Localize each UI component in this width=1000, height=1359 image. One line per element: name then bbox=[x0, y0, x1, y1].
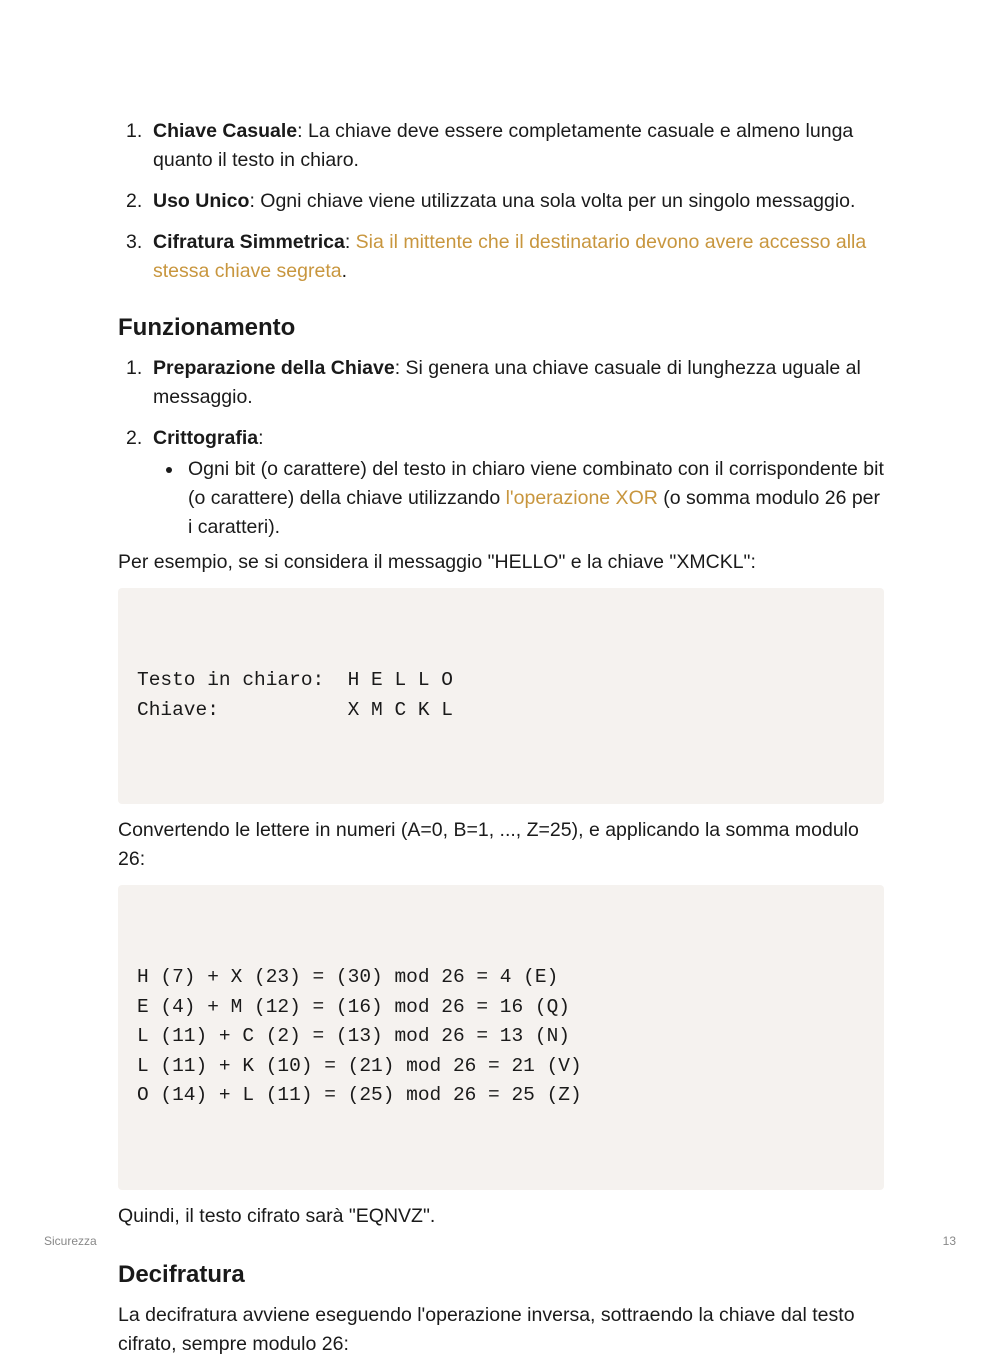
separator: : bbox=[394, 357, 401, 379]
convert-paragraph: Convertendo le lettere in numeri (A=0, B=1, ..., Z=25), e applicando la somma modulo 26: bbox=[118, 819, 859, 870]
code-line: E (4) + M (12) = (16) mod 26 = 16 (Q) bbox=[137, 995, 570, 1018]
code-line: L (11) + C (2) = (13) mod 26 = 13 (N) bbox=[137, 1025, 570, 1047]
highlighted-link[interactable]: l'operazione XOR bbox=[505, 487, 658, 509]
code-block-plaintext-key bbox=[118, 588, 884, 804]
nested-bullet-list bbox=[153, 455, 884, 542]
requirements-list bbox=[118, 117, 884, 286]
list-item bbox=[118, 228, 884, 286]
list-item bbox=[118, 354, 884, 412]
code-line: O (14) + L (11) = (25) mod 26 = 25 (Z) bbox=[137, 1084, 582, 1106]
list-number: 1. bbox=[126, 357, 143, 379]
highlighted-link[interactable]: Sia il mittente che il destinatario devono avere accesso alla stessa chiave segreta bbox=[153, 231, 867, 282]
footer-section-title: Sicurezza bbox=[44, 1234, 97, 1248]
list-item bbox=[118, 424, 884, 542]
list-number: 1. bbox=[126, 120, 143, 142]
separator: : bbox=[297, 120, 303, 142]
item-text: Ogni chiave viene utilizzata una sola volta per un singolo messaggio. bbox=[254, 190, 856, 212]
term-label: Crittografia bbox=[153, 427, 259, 449]
separator: : bbox=[258, 427, 264, 449]
term-label: Uso Unico bbox=[153, 190, 250, 212]
section-heading-funzionamento: Funzionamento bbox=[118, 314, 296, 341]
bullet-dot-icon bbox=[166, 467, 172, 473]
bullet-text-tail: (o somma modulo 26 per i caratteri). bbox=[188, 487, 881, 538]
list-item bbox=[118, 187, 884, 216]
document-page bbox=[118, 117, 884, 1359]
result-paragraph: Quindi, il testo cifrato sarà "EQNVZ". bbox=[118, 1204, 436, 1227]
list-number: 2. bbox=[126, 190, 143, 212]
section-heading-decifratura: Decifratura bbox=[118, 1260, 245, 1288]
item-text: La chiave deve essere completamente casuale e almeno lunga quanto il testo in chiaro. bbox=[153, 120, 854, 171]
code-line: L (11) + K (10) = (21) mod 26 = 21 (V) bbox=[137, 1054, 582, 1077]
item-text: Si genera una chiave casuale di lunghezza uguale al messaggio. bbox=[153, 357, 861, 408]
steps-list bbox=[118, 354, 884, 542]
list-item bbox=[118, 117, 884, 175]
code-block-calculation bbox=[118, 885, 884, 1190]
separator: : bbox=[249, 190, 255, 212]
code-line: Chiave: X M C K L bbox=[137, 698, 453, 721]
footer-page-number: 13 bbox=[942, 1234, 956, 1248]
bullet-item bbox=[153, 455, 884, 542]
separator: : bbox=[344, 231, 351, 253]
term-label: Chiave Casuale bbox=[153, 120, 298, 142]
term-label: Cifratura Simmetrica bbox=[153, 231, 345, 253]
example-intro: Per esempio, se si considera il messaggio "HELLO" e la chiave "XMCKL": bbox=[118, 551, 756, 573]
code-line: Testo in chiaro: H E L L O bbox=[137, 669, 453, 691]
list-number: 2. bbox=[126, 427, 143, 449]
list-number: 3. bbox=[126, 231, 143, 253]
trailing-punctuation: . bbox=[341, 260, 348, 282]
code-line: H (7) + X (23) = (30) mod 26 = 4 (E) bbox=[137, 966, 559, 988]
decifratura-paragraph: La decifratura avviene eseguendo l'operazione inversa, sottraendo la chiave dal testo cifrato, sempre modulo 26: bbox=[118, 1303, 855, 1355]
term-label: Preparazione della Chiave bbox=[153, 357, 395, 379]
bullet-text: Ogni bit (o carattere) del testo in chiaro viene combinato con il corrispondente bit (o carattere) della chiave utilizzando bbox=[188, 458, 884, 509]
